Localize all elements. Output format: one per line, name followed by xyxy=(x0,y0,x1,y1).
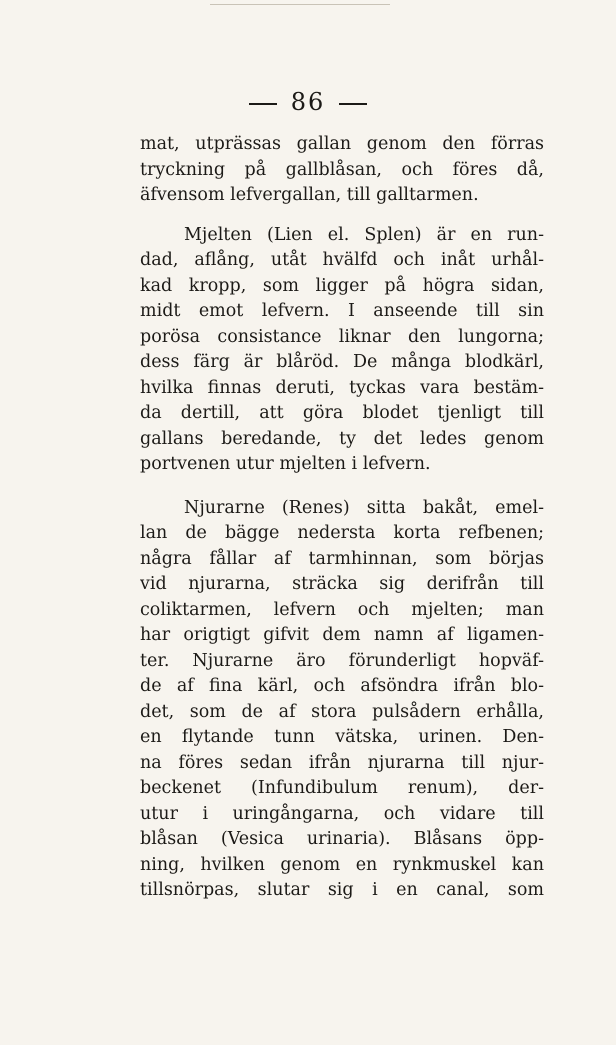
text-line: dad, aflång, utåt hvälfd och inåt urhål- xyxy=(140,250,544,270)
text-line: tillsnörpas, slutar sig i en canal, som xyxy=(140,880,544,900)
text-line: Mjelten (Lien el. Splen) är en run- xyxy=(184,224,544,245)
text-line: blåsan (Vesica urinaria). Blåsans öpp- xyxy=(140,829,544,849)
text-line: dess färg är blåröd. De många blodkärl, xyxy=(140,352,544,372)
text-line: porösa consistance liknar den lungorna; xyxy=(140,326,544,347)
text-line: hvilka finnas deruti, tyckas vara bestäm- xyxy=(140,377,544,398)
text-line: Njurarne (Renes) sitta bakåt, emel- xyxy=(184,497,544,518)
text-line: vid njurarna, sträcka sig derifrån till xyxy=(140,574,544,594)
text-line: mat, utprässas gallan genom den förras xyxy=(140,134,544,154)
text-line: da dertill, att göra blodet tjenligt till xyxy=(140,403,544,423)
page-header xyxy=(0,88,616,116)
text-line: na föres sedan ifrån njurarna till njur- xyxy=(140,752,544,773)
paragraph-mjelten xyxy=(140,223,544,478)
text-line: en flytande tunn vätska, urinen. Den- xyxy=(140,727,544,747)
right-dash xyxy=(339,103,367,105)
text-line: midt emot lefvern. I anseende till sin xyxy=(140,301,544,321)
text-line: tryckning på gallblåsan, och föres då, xyxy=(140,159,544,180)
text-line: beckenet (Infundibulum renum), der- xyxy=(140,778,544,798)
text-line: äfvensom lefvergallan, till galltarmen. xyxy=(140,185,479,205)
paragraph-njurarne xyxy=(140,496,544,904)
paragraph-gallan xyxy=(140,132,544,209)
left-dash xyxy=(249,103,277,105)
top-edge-rule xyxy=(210,4,390,5)
text-line: lan de bägge nedersta korta refbenen; xyxy=(140,523,544,543)
text-line: några fållar af tarmhinnan, som börjas xyxy=(140,548,544,569)
body-text xyxy=(140,132,544,904)
text-line: utur i uringångarna, och vidare till xyxy=(140,803,544,824)
paragraph-gap xyxy=(140,478,544,496)
text-line: har origtigt gifvit dem namn af ligamen- xyxy=(140,625,544,645)
text-line: de af fina kärl, och afsöndra ifrån blo- xyxy=(140,676,544,696)
text-line: det, som de af stora pulsådern erhålla, xyxy=(140,701,544,722)
paragraph-gap xyxy=(140,209,544,223)
text-line: portvenen utur mjelten i lefvern. xyxy=(140,454,431,474)
text-line: ter. Njurarne äro förunderligt hopväf- xyxy=(140,650,544,671)
text-line: ning, hvilken genom en rynkmuskel kan xyxy=(140,854,544,875)
page-number: 86 xyxy=(290,88,326,116)
text-line: gallans beredande, ty det ledes genom xyxy=(140,428,544,449)
text-line: kad kropp, som ligger på högra sidan, xyxy=(140,275,544,296)
text-line: coliktarmen, lefvern och mjelten; man xyxy=(140,599,544,620)
